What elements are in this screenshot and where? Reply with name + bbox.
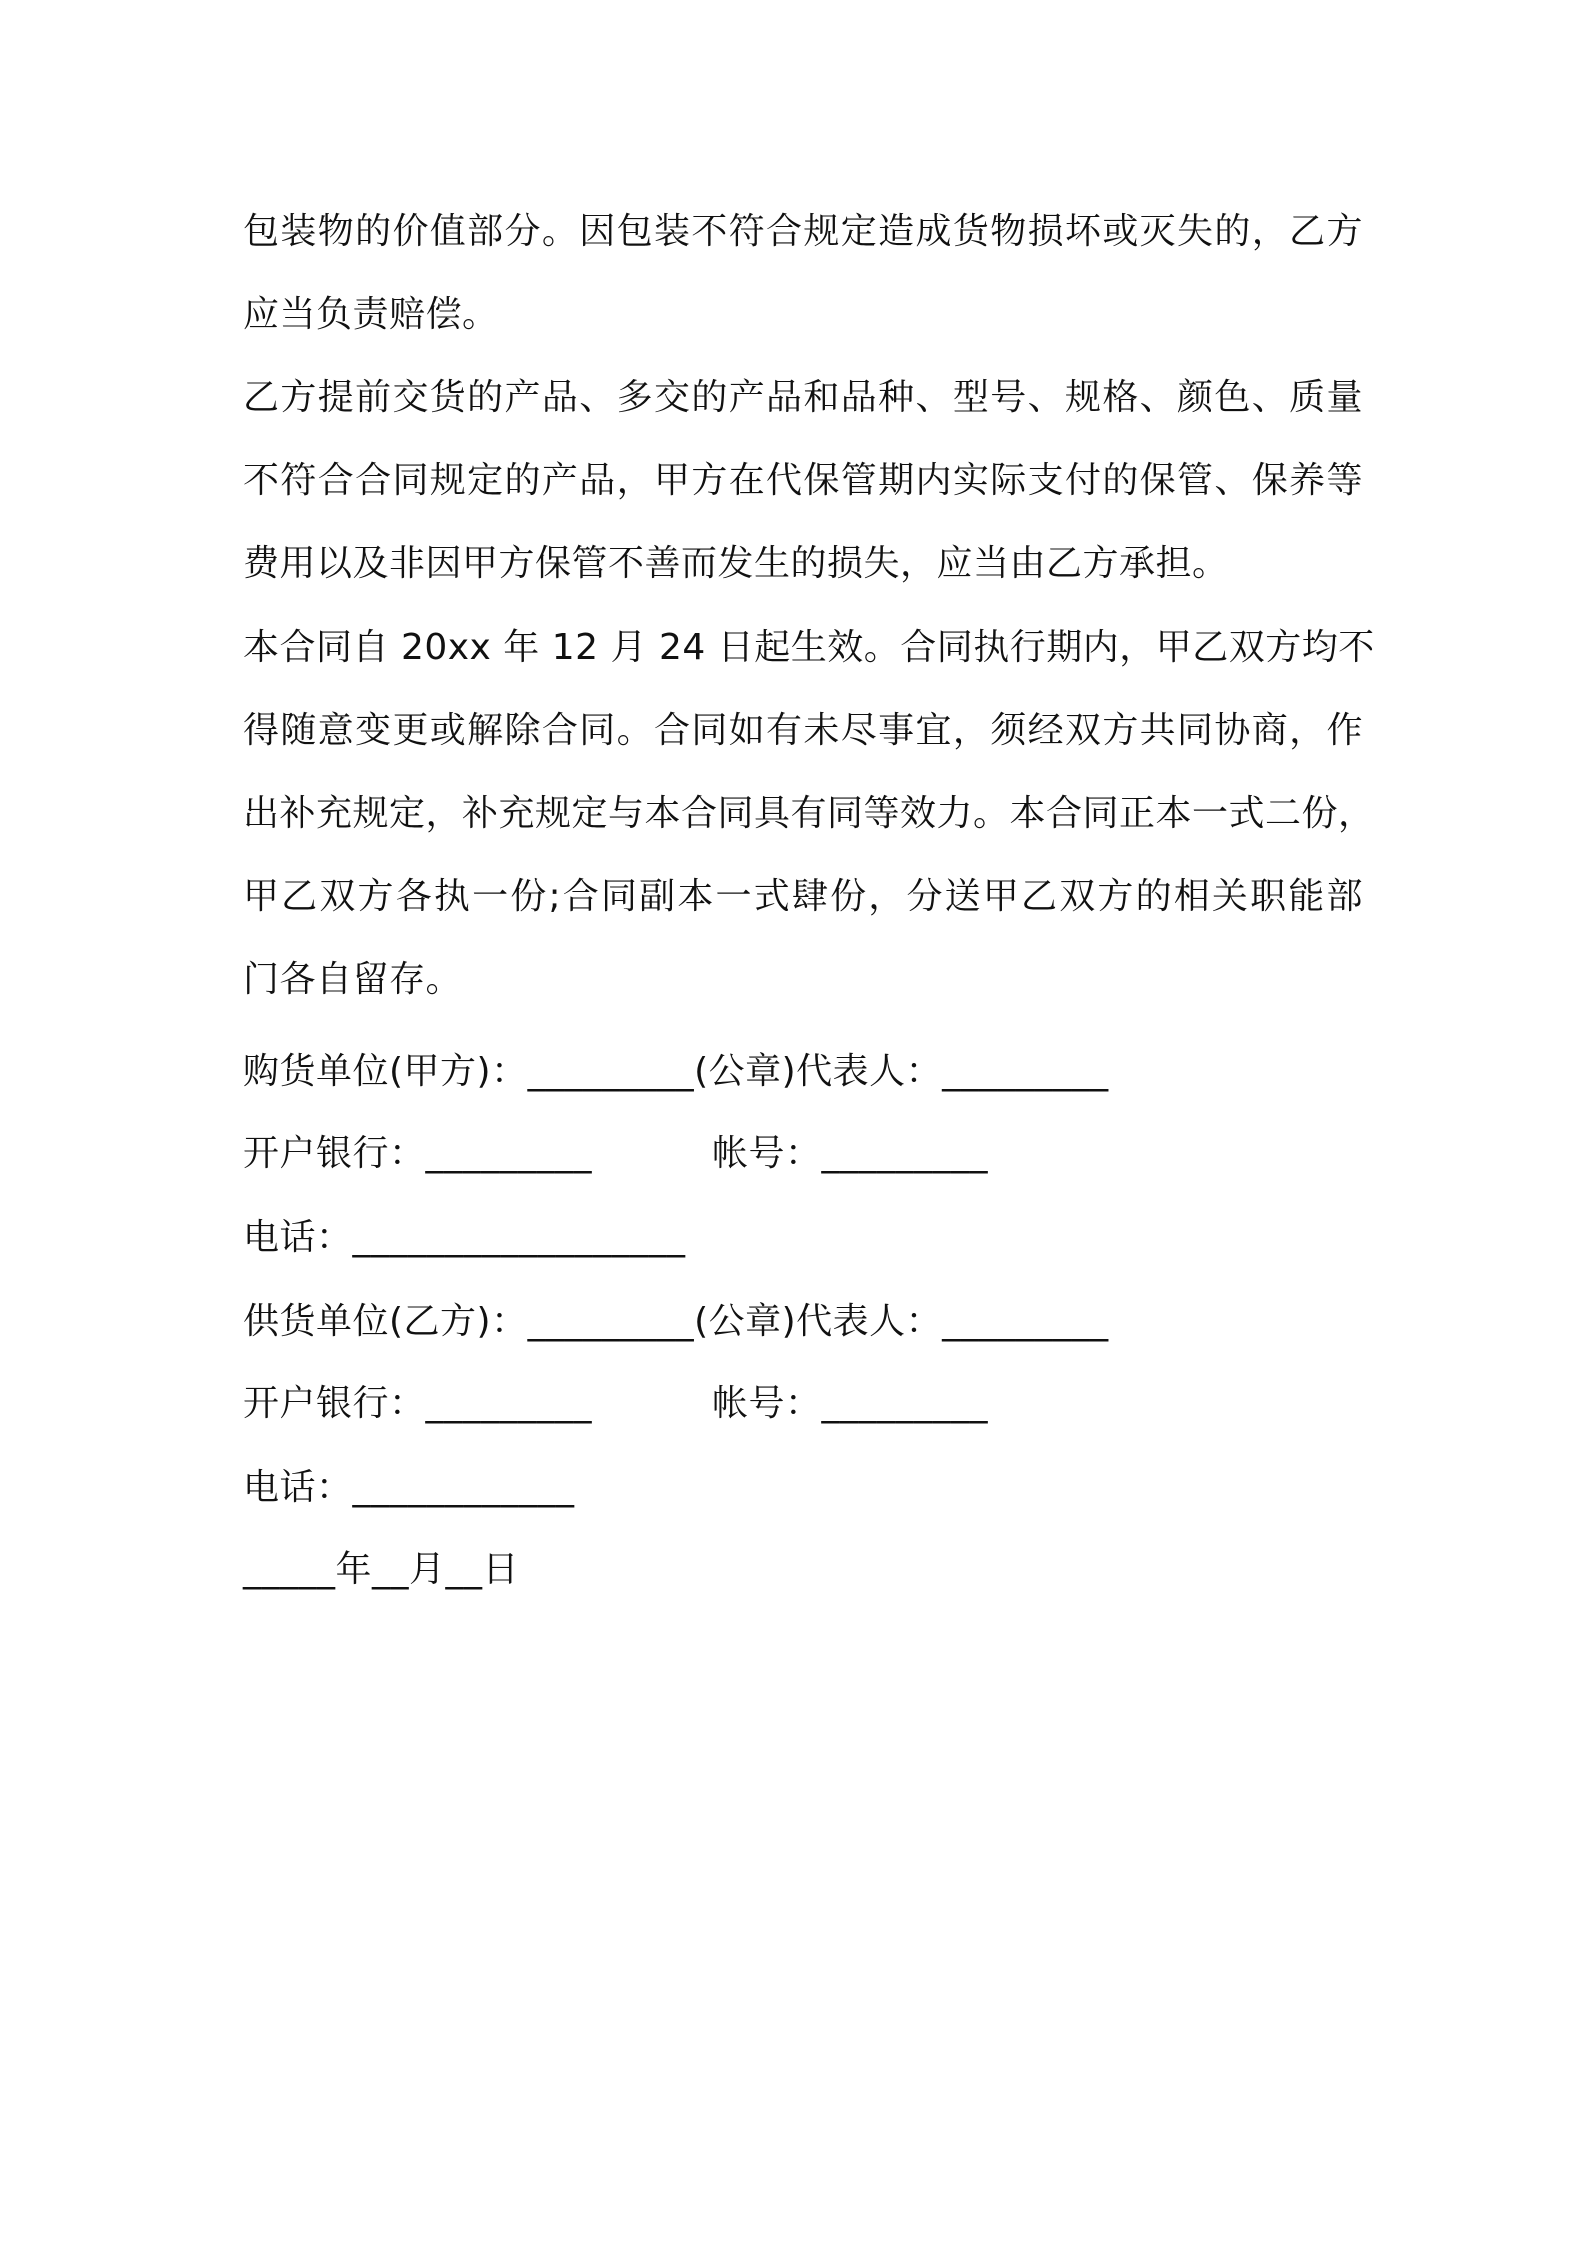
buyer-account-field: 帐号：_________ bbox=[712, 1133, 989, 1174]
text-line: 得随意变更或解除合同。合同如有未尽事宜，须经双方共同协商，作 bbox=[243, 710, 1363, 751]
text-line: 甲乙双方各执一份;合同副本一式肆份，分送甲乙双方的相关职能部 bbox=[243, 876, 1363, 917]
text-line: 包装物的价值部分。因包装不符合规定造成货物损坏或灭失的，乙方 bbox=[243, 211, 1363, 252]
buyer-unit-field: 购货单位(甲方)：_________(公章)代表人：_________ bbox=[243, 1051, 1109, 1092]
text-line: 本合同自 20xx 年 12 月 24 日起生效。合同执行期内，甲乙双方均不 bbox=[243, 627, 1375, 668]
seller-unit-field: 供货单位(乙方)：_________(公章)代表人：_________ bbox=[243, 1301, 1109, 1342]
seller-bank-field: 开户银行：_________ bbox=[243, 1383, 593, 1424]
paragraph-effective-date bbox=[243, 606, 1375, 1021]
date-field: _____年__月__日 bbox=[243, 1549, 520, 1590]
text-line: 应当负责赔偿。 bbox=[243, 294, 499, 335]
text-line: 乙方提前交货的产品、多交的产品和品种、型号、规格、颜色、质量 bbox=[243, 377, 1363, 418]
text-line: 不符合合同规定的产品，甲方在代保管期内实际支付的保管、保养等 bbox=[243, 460, 1363, 501]
paragraph-early-delivery bbox=[243, 356, 1363, 605]
text-line: 门各自留存。 bbox=[243, 959, 463, 1000]
seller-account-field: 帐号：_________ bbox=[712, 1383, 989, 1424]
paragraph-packaging bbox=[243, 190, 1363, 356]
text-line: 费用以及非因甲方保管不善而发生的损失，应当由乙方承担。 bbox=[243, 543, 1229, 584]
text-line: 出补充规定，补充规定与本合同具有同等效力。本合同正本一式二份， bbox=[243, 793, 1375, 834]
buyer-bank-field: 开户银行：_________ bbox=[243, 1133, 593, 1174]
seller-phone-field: 电话：____________ bbox=[243, 1467, 575, 1508]
buyer-phone-field: 电话：__________________ bbox=[243, 1217, 686, 1258]
